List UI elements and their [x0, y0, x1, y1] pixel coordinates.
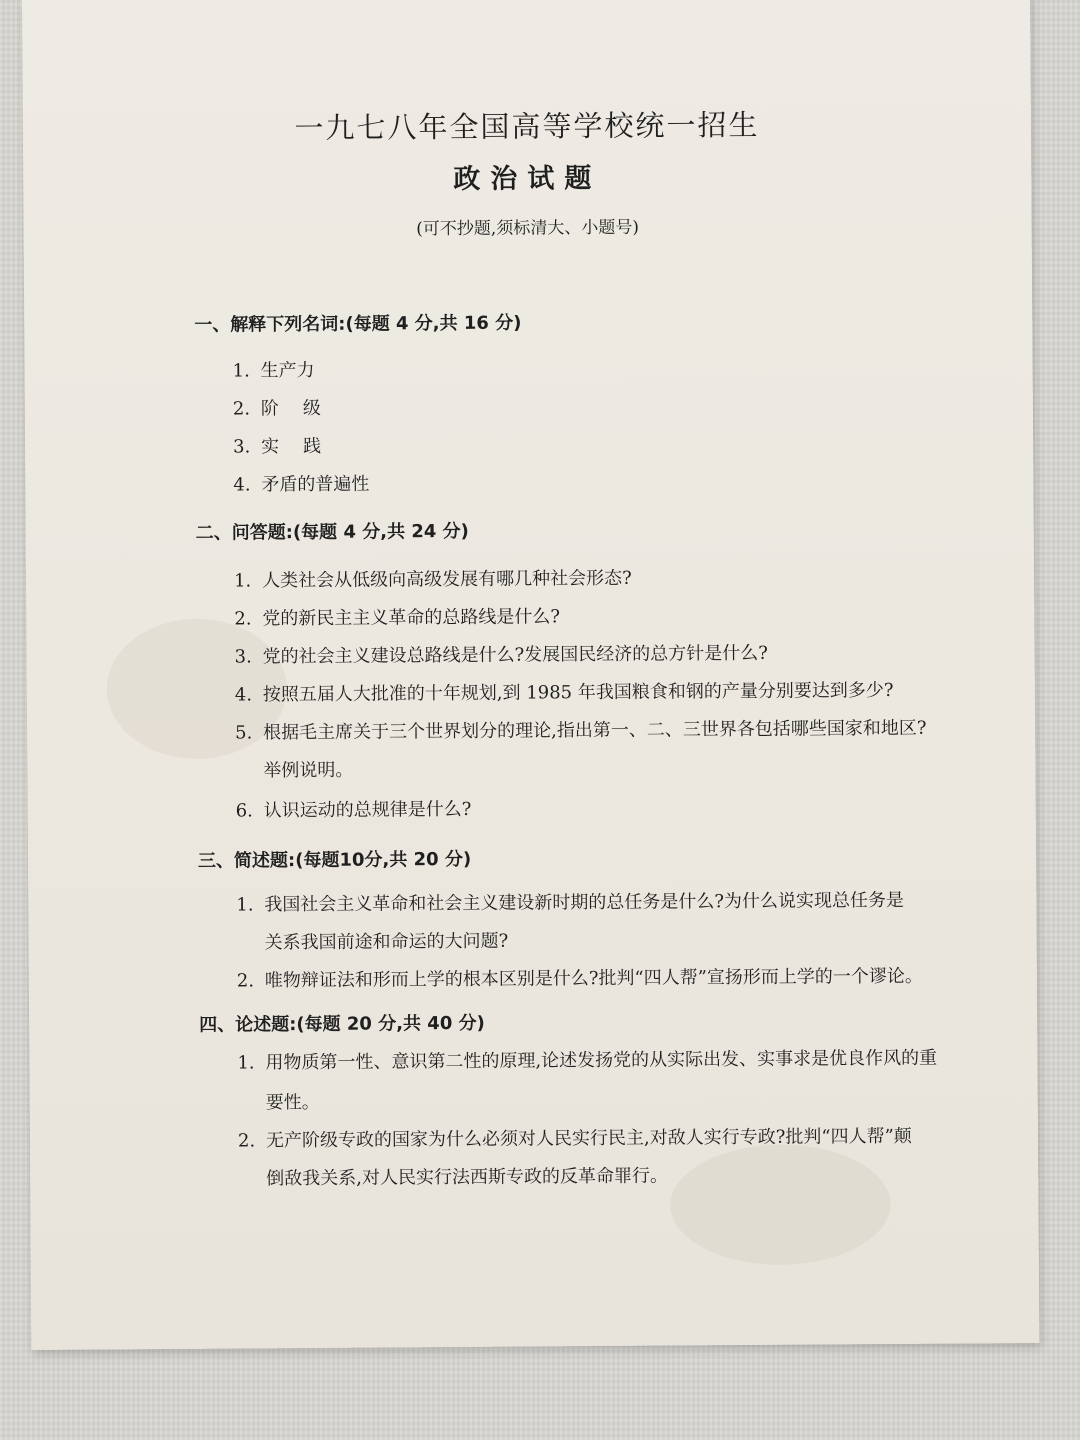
question-4-2-continuation: 倒敌我关系,对人民实行法西斯专政的反革命罪行。 [266, 1165, 669, 1190]
question-text: 阶级 [260, 397, 345, 420]
paper-stain [670, 1144, 891, 1266]
question-number: 1. [232, 360, 250, 382]
question-text: 用物质第一性、意识第二性的原理,论述发扬党的从实际出发、实事求是优良作风的重 [265, 1047, 938, 1074]
section-heading-2: 二、问答题:(每题 4 分,共 24 分) [195, 520, 469, 544]
section-heading-4: 四、论述题:(每题 20 分,共 40 分) [199, 1012, 485, 1036]
question-2-2 [234, 602, 560, 630]
exam-subtitle: 政治试题 [453, 162, 602, 195]
question-number: 1. [236, 894, 254, 916]
question-text: 人类社会从低级向高级发展有哪几种社会形态? [261, 567, 632, 592]
section-heading-3: 三、简述题:(每题10分,共 20 分) [197, 848, 472, 872]
question-2-1 [234, 564, 632, 593]
question-text: 根据毛主席关于三个世界划分的理论,指出第一、二、三世界各包括哪些国家和地区? [263, 717, 927, 744]
question-number: 2. [237, 1130, 256, 1152]
question-text: 我国社会主义革命和社会主义建设新时期的总任务是什么?为什么说实现总任务是 [264, 889, 905, 916]
question-2-3 [234, 639, 767, 669]
question-text: 矛盾的普遍性 [261, 473, 370, 496]
question-2-5 [235, 714, 927, 745]
question-text: 认识运动的总规律是什么? [263, 798, 472, 822]
question-3-1-continuation: 关系我国前途和命运的大问题? [264, 930, 509, 954]
exam-title: 一九七八年全国高等学校统一招生 [294, 107, 760, 146]
question-number: 3. [234, 646, 252, 668]
question-3-2 [237, 962, 923, 993]
exam-paper [22, 0, 1039, 1350]
question-number: 6. [235, 800, 253, 822]
question-1-4 [233, 470, 369, 497]
question-number: 1. [237, 1052, 255, 1074]
question-text: 唯物辩证法和形而上学的根本区别是什么?批判“四人帮”宣扬形而上学的一个谬论。 [264, 965, 923, 992]
question-text: 无产阶级专政的国家为什么必须对人民实行民主,对敌人实行专政?批判“四人帮”颠 [265, 1125, 912, 1152]
question-2-6 [236, 795, 472, 823]
question-number: 2. [234, 608, 252, 630]
question-number: 5. [235, 722, 253, 744]
question-text: 生产力 [260, 359, 315, 382]
question-2-4 [235, 676, 894, 707]
question-text: 实践 [261, 435, 346, 458]
section-heading-1: 一、解释下列名词:(每题 4 分,共 16 分) [194, 312, 522, 336]
question-text: 按照五届人大批准的十年规划,到 1985 年我国粮食和钢的产量分别要达到多少? [262, 679, 894, 706]
question-number: 2. [232, 398, 251, 420]
question-4-2 [238, 1122, 912, 1153]
question-1-2 [233, 394, 345, 421]
question-number: 2. [236, 970, 255, 992]
question-number: 4. [234, 684, 253, 706]
question-4-1 [237, 1044, 937, 1075]
question-number: 1. [233, 570, 252, 592]
exam-instructions: (可不抄题,须标清大、小题号) [416, 217, 640, 240]
question-number: 4. [233, 474, 251, 496]
question-text: 党的社会主义建设总路线是什么?发展国民经济的总方针是什么? [262, 642, 768, 668]
question-2-5-continuation: 举例说明。 [263, 759, 354, 782]
question-3-1 [236, 886, 904, 917]
question-number: 3. [233, 436, 251, 458]
question-1-1 [232, 356, 314, 383]
question-1-3 [233, 432, 345, 459]
question-text: 党的新民主主义革命的总路线是什么? [262, 606, 561, 630]
question-4-1-continuation: 要性。 [265, 1091, 320, 1114]
